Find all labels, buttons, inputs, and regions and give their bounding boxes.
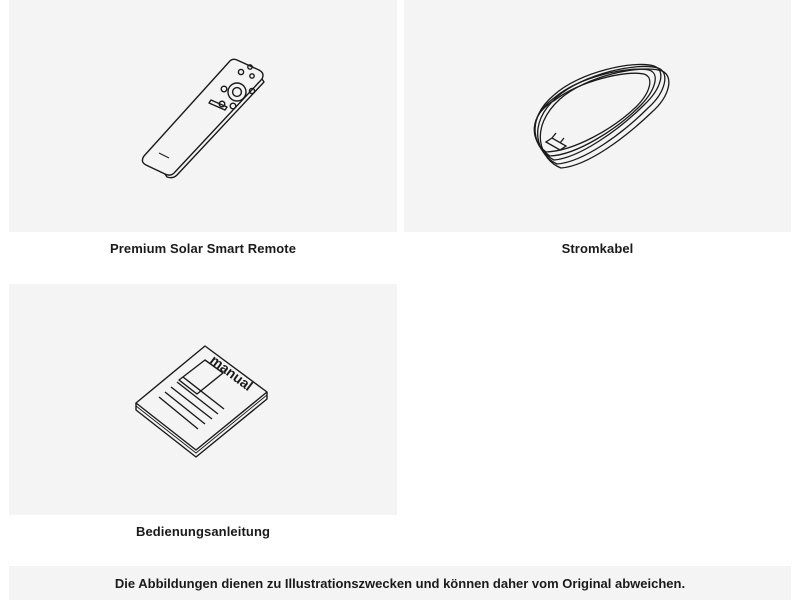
product-tile-manual [9,284,397,515]
caption-cable: Stromkabel [561,241,634,256]
disclaimer-banner [9,566,791,600]
manual-booklet-icon [9,284,397,515]
caption-remote: Premium Solar Smart Remote [109,241,297,256]
power-cable-icon [404,0,791,232]
remote-control-icon [9,0,397,232]
product-tile-cable [404,0,791,232]
product-tile-remote [9,0,397,232]
manual-cover-text: manual [207,351,256,394]
disclaimer-text: Die Abbildungen dienen zu Illustrationszwecken und können daher vom Original abweichen. [114,575,686,591]
caption-manual: Bedienungsanleitung [135,524,271,539]
